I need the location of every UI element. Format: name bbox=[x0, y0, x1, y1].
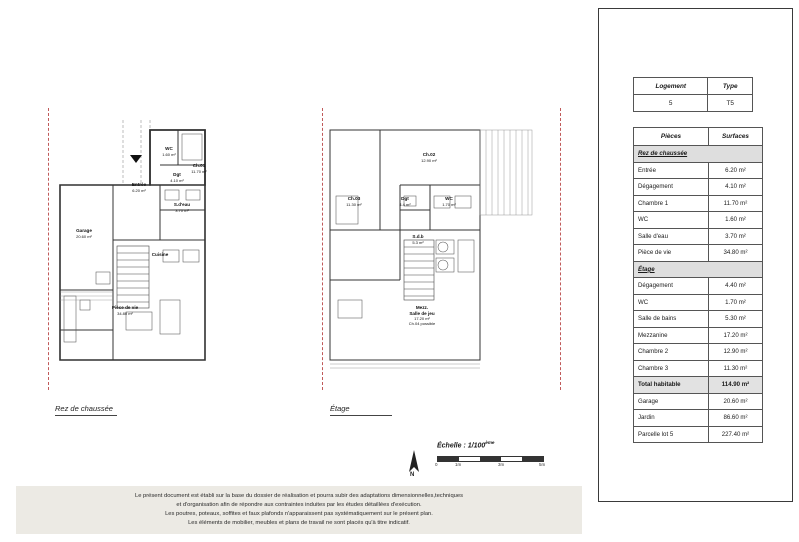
surfaces-table bbox=[633, 127, 763, 443]
scale-label: Échelle : 1/100ème bbox=[437, 440, 495, 450]
surfaces-cell-value: 114.90 m² bbox=[708, 377, 762, 394]
surfaces-cell-value: 86.60 m² bbox=[708, 410, 762, 427]
surfaces-row bbox=[634, 344, 763, 361]
surfaces-cell-label: WC bbox=[634, 294, 709, 311]
surfaces-cell-label: Total habitable bbox=[634, 377, 709, 394]
surfaces-cell-value: 3.70 m² bbox=[708, 228, 762, 245]
surfaces-cell-value: 20.60 m² bbox=[708, 393, 762, 410]
room-label-ch02: Ch.02 12.90 m² bbox=[421, 152, 437, 163]
surfaces-header-pieces: Pièces bbox=[634, 128, 709, 146]
plan-caption-upper: Étage bbox=[330, 404, 350, 413]
room-label-entree: Entrée 6.20 m² bbox=[131, 182, 147, 193]
surfaces-row bbox=[634, 327, 763, 344]
surfaces-section-row bbox=[634, 146, 763, 163]
surfaces-cell-value: 11.70 m² bbox=[708, 195, 762, 212]
scale-tick-3: 5m bbox=[539, 462, 546, 467]
room-label-cuisine: Cuisine bbox=[151, 252, 169, 257]
surfaces-cell-value: 227.40 m² bbox=[708, 426, 762, 443]
surfaces-total-row bbox=[634, 377, 763, 394]
notice-line-2: et d'organisation afin de répondre aux contraintes induites par les études détaillées d'exécution. bbox=[176, 502, 422, 509]
room-label-dgt-etage: Dgt 4.4 m² bbox=[399, 196, 411, 207]
surfaces-cell-label: Chambre 1 bbox=[634, 195, 709, 212]
notice-line-3: Les poutres, poteaux, soffites et faux plafonds n'apparaissent pas systématiquement sur le présent plan. bbox=[165, 511, 433, 517]
surfaces-row bbox=[634, 360, 763, 377]
surfaces-row bbox=[634, 195, 763, 212]
surfaces-cell-label: Pièce de vie bbox=[634, 245, 709, 262]
surfaces-cell-value: 4.40 m² bbox=[708, 278, 762, 295]
surfaces-cell-value: 11.30 m² bbox=[708, 360, 762, 377]
surfaces-cell-value: 1.70 m² bbox=[708, 294, 762, 311]
surfaces-cell-value: 6.20 m² bbox=[708, 162, 762, 179]
surfaces-cell-value: 4.10 m² bbox=[708, 179, 762, 196]
room-label-piece-de-vie: Pièce de vie 34.80 m² bbox=[111, 305, 139, 316]
surfaces-cell-label: Dégagement bbox=[634, 278, 709, 295]
surfaces-row bbox=[634, 410, 763, 427]
room-label-sdeau-rdc: S.d'eau 3.70 m² bbox=[173, 202, 191, 213]
surfaces-row bbox=[634, 162, 763, 179]
legal-notice bbox=[16, 486, 582, 534]
surfaces-row bbox=[634, 426, 763, 443]
plan-caption-ground: Rez de chaussée bbox=[55, 404, 113, 413]
notice-line-4: Les éléments de mobilier, meubles et plans de travail ne sont placés qu'à titre indicatif. bbox=[188, 519, 410, 526]
surfaces-cell-value: 1.60 m² bbox=[708, 212, 762, 229]
surfaces-row bbox=[634, 393, 763, 410]
surfaces-header-surfaces: Surfaces bbox=[708, 128, 762, 146]
logement-header-0: Logement bbox=[634, 78, 708, 95]
scale-tick-1: 1m bbox=[455, 462, 462, 467]
surfaces-cell-label: WC bbox=[634, 212, 709, 229]
surfaces-cell-value: 5.30 m² bbox=[708, 311, 762, 328]
logement-value-type: T5 bbox=[708, 95, 753, 112]
room-label-wc-etage: WC 1.70 m² bbox=[442, 196, 456, 207]
surfaces-cell-label: Garage bbox=[634, 393, 709, 410]
room-label-garage: Garage 20.60 m² bbox=[76, 228, 92, 239]
info-panel bbox=[598, 8, 793, 502]
north-label: N bbox=[410, 472, 415, 478]
surfaces-row bbox=[634, 245, 763, 262]
scale-tick-0: 0 bbox=[435, 462, 438, 467]
logement-table bbox=[633, 77, 753, 112]
room-label-mezzanine: Mezz. Salle de jeu 17.20 m² Ch.04 possible bbox=[408, 305, 436, 327]
surfaces-section-row bbox=[634, 261, 763, 278]
surfaces-section-label: Étage bbox=[634, 261, 763, 278]
surfaces-cell-value: 17.20 m² bbox=[708, 327, 762, 344]
logement-header-1: Type bbox=[708, 78, 753, 95]
room-label-wc-rdc: WC 1.60 m² bbox=[162, 146, 176, 157]
surfaces-cell-label: Mezzanine bbox=[634, 327, 709, 344]
surfaces-row bbox=[634, 311, 763, 328]
surfaces-cell-label: Parcelle lot 5 bbox=[634, 426, 709, 443]
scale-bar bbox=[437, 456, 544, 462]
surfaces-row bbox=[634, 278, 763, 295]
surfaces-cell-value: 12.90 m² bbox=[708, 344, 762, 361]
surfaces-cell-label: Chambre 2 bbox=[634, 344, 709, 361]
surfaces-cell-label: Jardin bbox=[634, 410, 709, 427]
surfaces-cell-value: 34.80 m² bbox=[708, 245, 762, 262]
scale-tick-2: 3m bbox=[498, 462, 505, 467]
room-label-sdb-etage: S.d.b 5.3 m² bbox=[412, 234, 424, 245]
surfaces-cell-label: Entrée bbox=[634, 162, 709, 179]
room-label-dgt-rdc: Dgt 4.10 m² bbox=[170, 172, 184, 183]
logement-row bbox=[634, 95, 753, 112]
surfaces-section-label: Rez de chaussée bbox=[634, 146, 763, 163]
room-label-ch01: Ch.01 11.70 m² bbox=[191, 163, 207, 174]
surfaces-body bbox=[634, 146, 763, 443]
surfaces-row bbox=[634, 212, 763, 229]
surfaces-cell-label: Salle de bains bbox=[634, 311, 709, 328]
surfaces-row bbox=[634, 294, 763, 311]
surfaces-cell-label: Salle d'eau bbox=[634, 228, 709, 245]
surfaces-cell-label: Chambre 3 bbox=[634, 360, 709, 377]
surfaces-row bbox=[634, 179, 763, 196]
surfaces-header-row bbox=[634, 128, 763, 146]
room-label-ch03: Ch.03 11.30 m² bbox=[346, 196, 362, 207]
scale-indicator bbox=[395, 440, 555, 480]
north-arrow-icon bbox=[403, 448, 425, 482]
surfaces-cell-label: Dégagement bbox=[634, 179, 709, 196]
logement-header-row bbox=[634, 78, 753, 95]
notice-line-1: Le présent document est établi sur la base du dossier de réalisation et pourra subir des adaptations dimensionnelles,techniques bbox=[134, 493, 464, 500]
surfaces-row bbox=[634, 228, 763, 245]
logement-value-number: 5 bbox=[634, 95, 708, 112]
